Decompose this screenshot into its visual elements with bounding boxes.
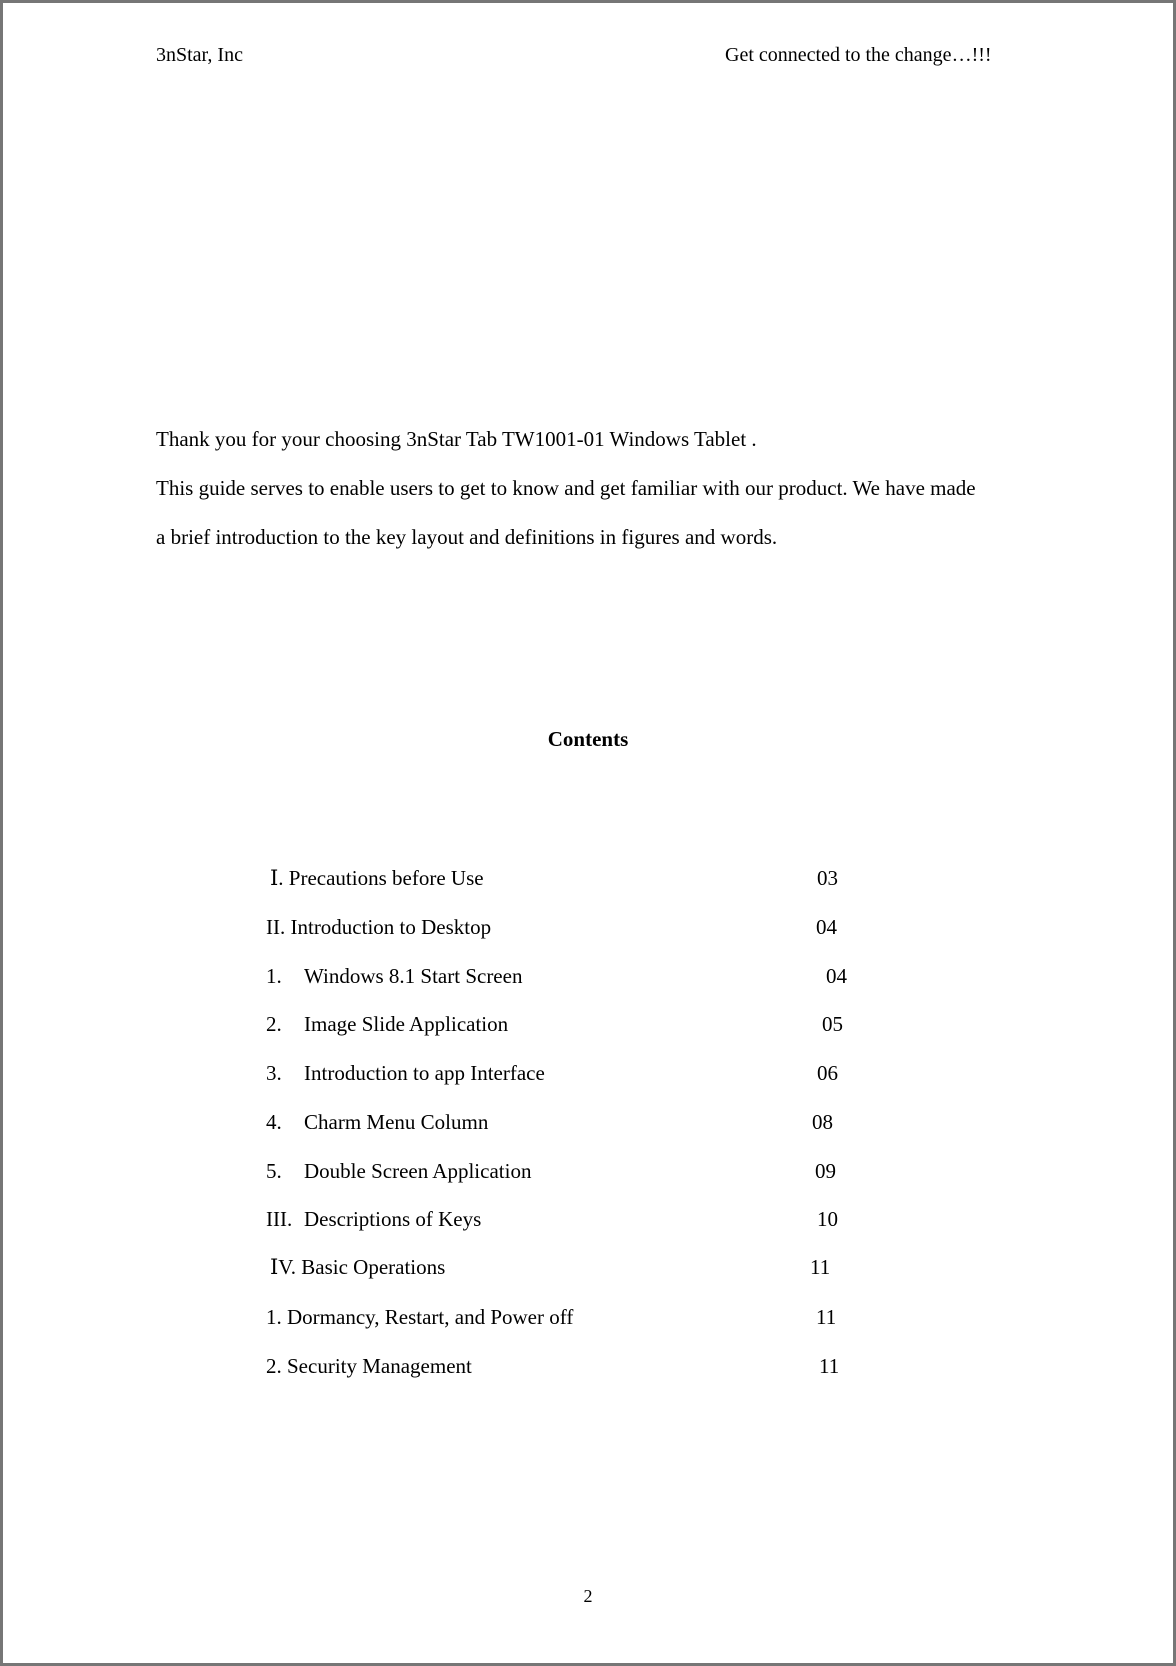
toc-page: 10	[817, 1207, 838, 1231]
toc-label: II. Introduction to Desktop	[266, 915, 492, 939]
toc-label: Ⅰ. Precautions before Use	[270, 866, 484, 890]
toc-number: 4.	[266, 1110, 282, 1134]
toc-page: 11	[810, 1255, 831, 1279]
toc-page: 08	[812, 1110, 833, 1134]
toc-entry[interactable]	[266, 1305, 866, 1329]
header-slogan: Get connected to the change…!!!	[725, 44, 992, 66]
toc-label: 1. Dormancy, Restart, and Power off	[266, 1305, 574, 1329]
toc-entry[interactable]	[266, 1207, 866, 1231]
toc-label: Descriptions of Keys	[304, 1207, 482, 1231]
toc-number: 1.	[266, 964, 282, 988]
toc-page: 11	[816, 1305, 837, 1329]
page-number: 2	[583, 1586, 593, 1606]
toc-label: Introduction to app Interface	[304, 1061, 545, 1085]
intro-line: Thank you for your choosing 3nStar Tab TW1001-01 Windows Tablet .	[156, 427, 757, 451]
intro-line: a brief introduction to the key layout and definitions in figures and words.	[156, 525, 778, 549]
toc-entry[interactable]	[266, 1159, 866, 1183]
toc-entry[interactable]	[266, 964, 866, 988]
toc-page: 11	[819, 1354, 840, 1378]
toc-label: ⅠV. Basic Operations	[270, 1255, 446, 1279]
intro-line: This guide serves to enable users to get to know and get familiar with our product. We have made	[156, 476, 976, 500]
toc-label: Image Slide Application	[304, 1012, 509, 1036]
toc-label: Charm Menu Column	[304, 1110, 489, 1134]
contents-title: Contents	[547, 727, 629, 751]
toc-entry[interactable]	[266, 915, 866, 939]
toc-page: 03	[817, 866, 838, 890]
toc-label: 2. Security Management	[266, 1354, 472, 1378]
toc-page: 09	[815, 1159, 836, 1183]
toc-label: Windows 8.1 Start Screen	[304, 964, 523, 988]
toc-number: 2.	[266, 1012, 282, 1036]
toc-entry[interactable]	[266, 1110, 866, 1134]
toc-entry[interactable]	[266, 1061, 866, 1085]
toc-entry[interactable]	[266, 1354, 866, 1378]
toc-label: Double Screen Application	[304, 1159, 532, 1183]
toc-number: 5.	[266, 1159, 282, 1183]
toc-entry[interactable]	[266, 1012, 866, 1036]
toc-entry[interactable]	[270, 1255, 870, 1279]
toc-page: 06	[817, 1061, 838, 1085]
toc-page: 05	[822, 1012, 843, 1036]
toc-page: 04	[826, 964, 847, 988]
header-company: 3nStar, Inc	[156, 44, 243, 66]
toc-page: 04	[816, 915, 837, 939]
toc-number: III.	[266, 1207, 293, 1231]
toc-entry[interactable]	[270, 866, 870, 890]
toc-number: 3.	[266, 1061, 282, 1085]
